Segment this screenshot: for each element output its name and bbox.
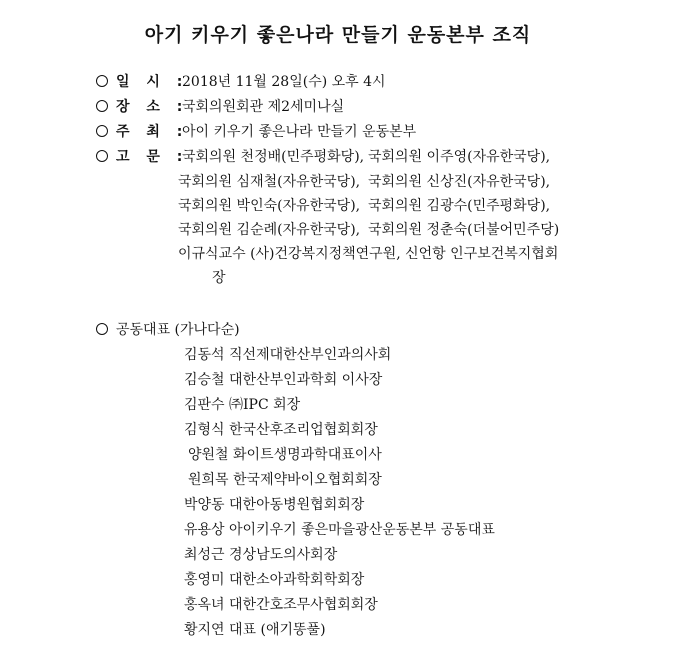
info-row-datetime bbox=[96, 70, 386, 94]
circle-bullet-icon bbox=[96, 100, 108, 112]
info-value: 아이 키우기 좋은나라 만들기 운동본부 bbox=[182, 124, 417, 140]
info-value: 국회의원회관 제2세미나실 bbox=[182, 99, 345, 115]
list-item: 김동석 직선제대한산부인과의사회 bbox=[184, 347, 392, 363]
advisor-name: 국회의원 이주영(자유한국당), bbox=[368, 149, 551, 165]
list-item: 김형식 한국산후조리업협회회장 bbox=[184, 422, 378, 438]
list-item: 유용상 아이키우기 좋은마을광산운동본부 공동대표 bbox=[184, 522, 495, 538]
circle-bullet-icon bbox=[96, 125, 108, 137]
info-label: 고 문 : bbox=[116, 149, 189, 165]
info-row-host bbox=[96, 120, 416, 144]
advisor-name: 국회의원 심재철(자유한국당), bbox=[178, 174, 361, 190]
list-item: 원희목 한국제약바이오협회회장 bbox=[188, 472, 382, 488]
circle-bullet-icon bbox=[96, 75, 108, 87]
circle-bullet-icon bbox=[96, 323, 108, 335]
advisor-extra-line: 장 bbox=[212, 270, 226, 286]
advisor-name: 국회의원 김순례(자유한국당), bbox=[178, 222, 361, 238]
list-item: 박양동 대한아동병원협회회장 bbox=[184, 497, 365, 513]
list-item: 김판수 ㈜IPC 회장 bbox=[184, 397, 301, 413]
advisor-name: 국회의원 박인숙(자유한국당), bbox=[178, 198, 361, 214]
advisor-extra-line: 이규식교수 (사)건강복지정책연구원, 신언항 인구보건복지협회 bbox=[178, 246, 559, 262]
info-label: 장 소 : bbox=[116, 99, 189, 115]
list-item: 최성근 경상남도의사회장 bbox=[184, 547, 338, 563]
advisor-row bbox=[178, 194, 551, 218]
list-item: 홍영미 대한소아과학회학회장 bbox=[184, 572, 365, 588]
page-title: 아기 키우기 좋은나라 만들기 운동본부 조직 bbox=[144, 24, 532, 46]
advisor-row bbox=[178, 170, 551, 194]
advisor-name: 국회의원 신상진(자유한국당), bbox=[368, 174, 551, 190]
info-row-venue bbox=[96, 95, 344, 119]
advisor-row bbox=[178, 218, 560, 242]
list-item: 김승철 대한산부인과학회 이사장 bbox=[184, 372, 383, 388]
info-label: 일 시 : bbox=[116, 74, 189, 90]
info-value: 2018년 11월 28일(수) 오후 4시 bbox=[182, 74, 386, 90]
info-value: 국회의원 천정배(민주평화당), bbox=[182, 149, 365, 165]
advisor-name: 국회의원 김광수(민주평화당), bbox=[368, 198, 551, 214]
info-label: 주 최 : bbox=[116, 124, 189, 140]
list-item: 양원철 화이트생명과학대표이사 bbox=[188, 447, 382, 463]
co-reps-heading-label: 공동대표 (가나다순) bbox=[116, 322, 240, 338]
list-item: 황지연 대표 (애기똥풀) bbox=[184, 622, 326, 638]
co-reps-heading bbox=[96, 318, 240, 342]
advisor-name: 국회의원 정춘숙(더불어민주당) bbox=[368, 222, 560, 238]
info-row-advisors bbox=[96, 145, 364, 169]
circle-bullet-icon bbox=[96, 150, 108, 162]
list-item: 홍옥녀 대한간호조무사협회회장 bbox=[184, 597, 378, 613]
